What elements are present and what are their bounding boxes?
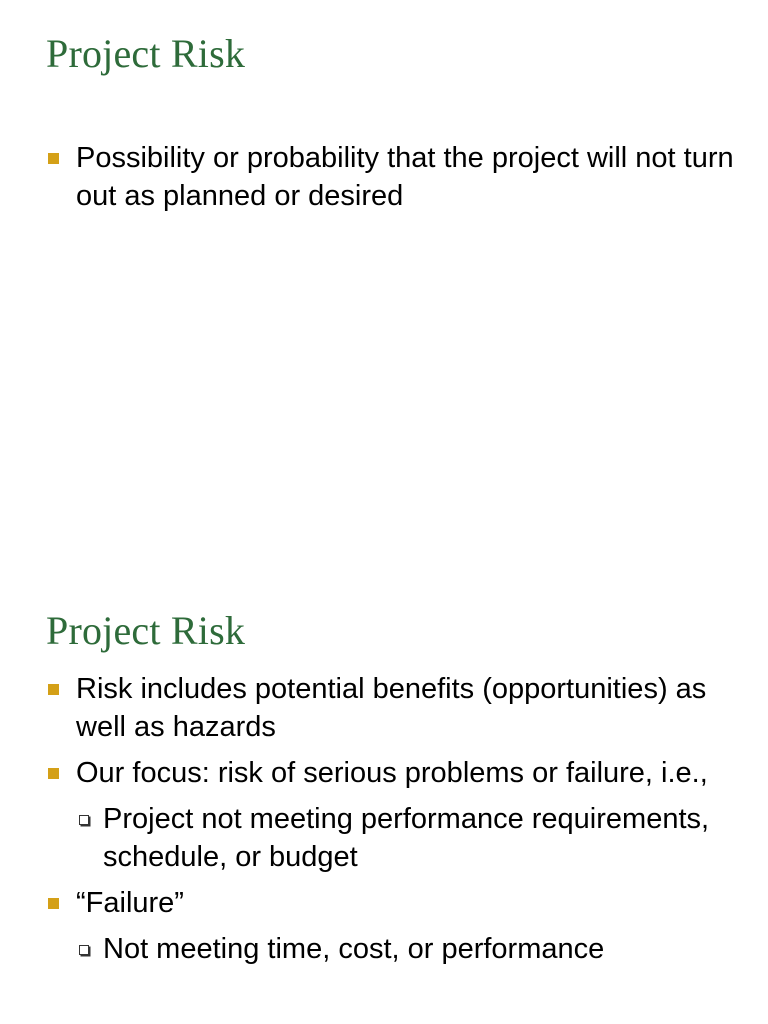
hollow-square-bullet-icon: [79, 815, 89, 825]
sub-bullet-text: Project not meeting performance requirements, schedule, or budget: [103, 803, 710, 873]
slide-title: Project Risk: [46, 608, 246, 653]
sub-bullet-text: Not meeting time, cost, or performance: [103, 933, 605, 965]
square-bullet-icon: [48, 153, 59, 164]
hollow-square-bullet-icon: [79, 945, 89, 955]
slide-title: Project Risk: [46, 31, 246, 76]
bullet-text: Risk includes potential benefits (opportunities) as well as hazards: [76, 673, 707, 743]
bullet-item: [0, 754, 768, 792]
slide-2: [0, 580, 768, 1024]
bullet-list: [0, 139, 768, 223]
bullet-item: [0, 884, 768, 922]
bullet-text: “Failure”: [76, 887, 184, 919]
bullet-text: Our focus: risk of serious problems or failure, i.e.,: [76, 757, 708, 789]
bullet-text: Possibility or probability that the project will not turn out as planned or desired: [76, 142, 734, 212]
sub-bullet-list: [0, 930, 768, 968]
sub-bullet-item: [0, 800, 768, 876]
bullet-item: [0, 670, 768, 746]
sub-bullet-list: [0, 800, 768, 876]
sub-bullet-item: [0, 930, 768, 968]
bullet-item: [0, 139, 768, 215]
bullet-list: [0, 670, 768, 976]
square-bullet-icon: [48, 898, 59, 909]
square-bullet-icon: [48, 684, 59, 695]
square-bullet-icon: [48, 768, 59, 779]
